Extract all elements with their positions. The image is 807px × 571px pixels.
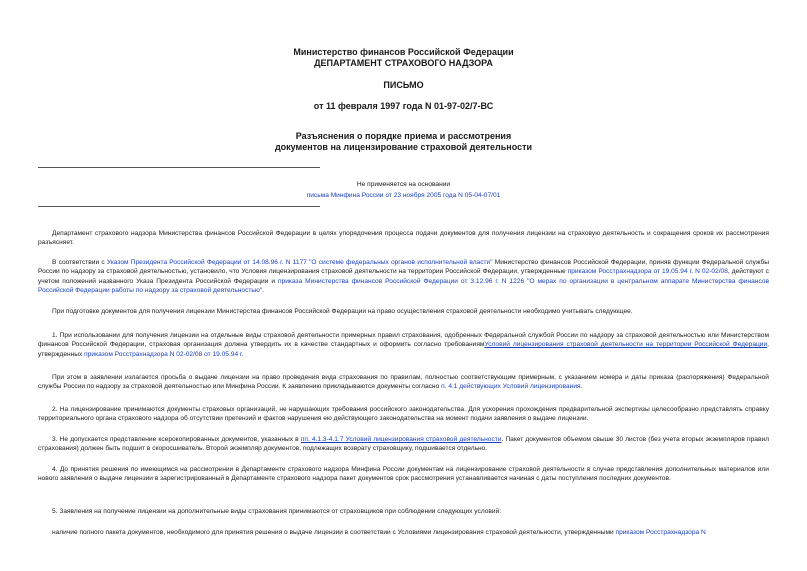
paragraph-decree: В соответствии с Указом Президента Российской Федерации от 14.08.96 г. N 1177 "О системе федеральных органов исполнительной власти" Министерство финансов Российской Федерации, приняв функции Федеральной службы России по надзору за страховой деятельностью, установило, что Условия лицензирования страховой деятельности на территории Российской Федерации, утвержденные приказом Росстрахнадзора от 19.05.94 г. N 02-02/08, действуют с учетом положений названного Указа Президента Российской Федерации и приказа Министерства финансов Российской Федерации от 3.12.96 г. N 1226 "О мерах по организации в центральном аппарате Министерства финансов Российской Федерации работы по надзору за страховой деятельностью". [38,259,769,295]
paragraph-conditions: наличие полного пакета документов, необходимого для принятия решения о выдаче лицензии в соответствии с Условиями лицензирования страховой деятельности, утвержденными приказом Росстрахнадзора N [52,529,706,536]
status-note-link[interactable]: письма Минфина России от 23 ноября 2005 года N 05-04-07/01 [306,192,501,199]
document-subject-line2: документов на лицензирование страховой деятельности [274,142,533,152]
order-02-02-08-link[interactable]: приказом Росстрахнадзора N 02-02/08 от 19.05.94 г. [84,350,244,358]
status-note: Не применяется на основании [356,181,451,188]
paragraph-item-3: 3. Не допускается представление ксерокопированных документов, указанных в пп. 4.1.3-4.1.7 Условий лицензирования страховой деятельности. Пакет документов объемом свыше 30 листов (без учета вторых экземпляров правил страхования) должен быть подшит в скоросшиватель. Второй экземпляр документов, подлежащих возврату страховщику, подшивается отдельно. [38,436,769,453]
document-subject-line1: Разъяснения о порядке приема и рассмотрения [295,131,512,141]
decree-link[interactable]: Указом Президента Российской Федерации от 14.08.96 г. N 1177 "О системе федеральных органов исполнительной власти" [106,259,493,266]
paragraph-item-1: 1. При использовании для получения лицензии на отдельные виды страховой деятельности примерных правил страхования, одобренных Федеральной службой России по надзору за страховой деятельностью или Министерством финансов Российской Федерации, страховая организация должна утвердить их в качестве стандартных и оформить согласно требованиямУсловий лицензирования страховой деятельности на территории Российской Федерации, утвержденных приказом Росстрахнадзора N 02-02/08 от 19.05.94 г. [38,332,769,358]
department-title: ДЕПАРТАМЕНТ СТРАХОВОГО НАДЗОРА [314,58,493,68]
paragraph-application: При этом в заявлении излагается просьба о выдаче лицензии на право проведения вида страхования по правилам, полностью соответствующим примерным, с указанием номера и даты приказа (распоряжения) Федеральной службы России по надзору за страховой деятельностью или Минфина России. К заявлению прикладываются документы согласно п. 4.1 действующих Условий лицензирования. [38,374,769,391]
paragraph-item-2: 2. На лицензирование принимаются документы страховых организаций, не нарушающих требования российского законодательства. Для ускорения прохождения предварительной экспертизы целесообразно представлять справку территориального органа страхового надзора об отсутствии претензий и фактов нарушения ею действующего законодательства на момент подачи заявления о выдаче лицензии. [38,406,769,423]
licensing-conditions-link[interactable]: Условий лицензирования страховой деятельности на территории Российской Федерации [484,341,768,349]
order-rosstrakhnadzor-link[interactable]: приказом Росстрахнадзора от 19.05.94 г. N 02-02/08 [567,268,728,276]
order-minfin-link[interactable]: приказа Министерства финансов Российской Федерации от 3.12.96 г. N 1226 "О мерах по организации в центральном аппарате Министерства финансов Российской Федерации работы по надзору за страховой деятельностью" [38,277,769,295]
paragraph-preparation: При подготовке документов для получения лицензии Министерства финансов Российской Федерации на право осуществления страховой деятельности необходимо учитывать следующее. [52,308,633,315]
paragraph-intro: Департамент страхового надзора Министерства финансов Российской Федерации в целях упорядочения процесса подачи документов для получения лицензии на страховую деятельность и сокращения сроков их рассмотрения разъясняет. [38,230,769,247]
order-rosstrakhnadzor-link-2[interactable]: приказом Росстрахнадзора N [615,529,706,536]
ministry-title: Министерство финансов Российской Федерации [293,47,514,57]
paragraph-item-4: 4. До принятия решения по имеющимся на рассмотрении в Департаменте страхового надзора Минфина России документам на лицензирование страховой деятельности в случае представления дополнительных материалов или нового заявления о выдаче лицензии в зарегистрированный в Департаменте страхового надзора пакет документов срок рассмотрения устанавливается начиная с даты поступления последних документов. [38,466,769,483]
document-type: ПИСЬМО [383,80,424,90]
document-date-number: от 11 февраля 1997 года N 01-97-02/7-ВС [313,101,494,111]
clauses-4-1-3-link[interactable]: пп. 4.1.3-4.1.7 Условий лицензирования страховой деятельности [300,436,502,443]
divider-top [38,167,320,168]
divider-bottom [38,206,320,207]
paragraph-item-5: 5. Заявления на получение лицензии на дополнительные виды страхования принимаются от страховщиков при соблюдении следующих условий: [52,508,502,515]
clause-4-1-link[interactable]: п. 4.1 действующих Условий лицензирования [441,383,581,391]
